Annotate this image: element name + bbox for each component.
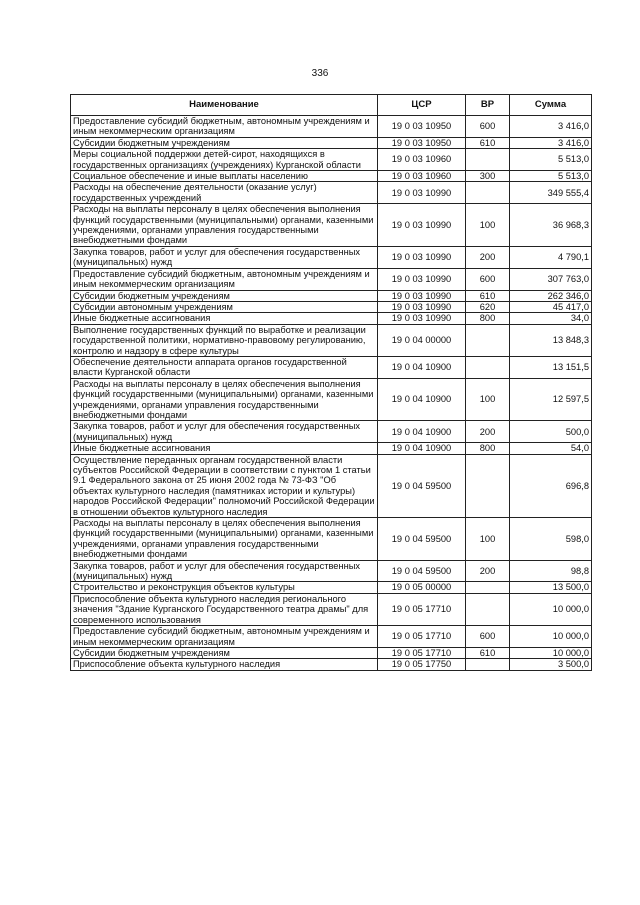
- cell-csr: 19 0 05 17710: [378, 626, 466, 648]
- cell-csr: 19 0 03 10990: [378, 313, 466, 324]
- budget-table: [70, 94, 592, 671]
- cell-name: Выполнение государственных функций по выработке и реализации государственной политики, нормативно-правовому регулированию, контролю и надзору в сфере культуры: [71, 324, 378, 356]
- cell-sum: 307 763,0: [510, 268, 592, 290]
- cell-name: Приспособление объекта культурного наследия регионального значения "Здание Курганского Государственного театра драмы" для современного использования: [71, 593, 378, 625]
- cell-csr: 19 0 03 10990: [378, 246, 466, 268]
- table-header-row: [71, 95, 592, 116]
- cell-name: Субсидии бюджетным учреждениям: [71, 647, 378, 658]
- table-row: [71, 518, 592, 561]
- table-row: [71, 116, 592, 138]
- cell-name: Субсидии бюджетным учреждениям: [71, 290, 378, 301]
- table-row: [71, 137, 592, 148]
- cell-csr: 19 0 03 10990: [378, 182, 466, 204]
- table-row: [71, 324, 592, 356]
- table-row: [71, 246, 592, 268]
- cell-csr: 19 0 04 10900: [378, 421, 466, 443]
- table-row: [71, 301, 592, 312]
- cell-name: Расходы на выплаты персоналу в целях обеспечения выполнения функций государственными (муниципальными) органами, казенными учреждениями, органами управления государственными внебюджетными фондами: [71, 518, 378, 561]
- cell-csr: 19 0 05 17750: [378, 659, 466, 670]
- header-sum: Сумма: [510, 95, 592, 116]
- cell-vr: 610: [466, 137, 510, 148]
- table-row: [71, 378, 592, 421]
- cell-csr: 19 0 04 10900: [378, 443, 466, 454]
- cell-csr: 19 0 04 59500: [378, 518, 466, 561]
- table-row: [71, 313, 592, 324]
- cell-name: Меры социальной поддержки детей-сирот, находящихся в государственных организациях (учреждениях) Курганской области: [71, 149, 378, 171]
- cell-csr: 19 0 03 10990: [378, 290, 466, 301]
- header-vr: ВР: [466, 95, 510, 116]
- cell-sum: 98,8: [510, 560, 592, 582]
- cell-csr: 19 0 04 00000: [378, 324, 466, 356]
- table-row: [71, 454, 592, 517]
- table-row: [71, 204, 592, 247]
- header-name: Наименование: [71, 95, 378, 116]
- cell-vr: 100: [466, 518, 510, 561]
- cell-sum: 45 417,0: [510, 301, 592, 312]
- cell-csr: 19 0 03 10950: [378, 137, 466, 148]
- cell-name: Расходы на выплаты персоналу в целях обеспечения выполнения функций государственными (муниципальными) органами, казенными учреждениями, органами управления государственными внебюджетными фондами: [71, 378, 378, 421]
- cell-vr: 300: [466, 171, 510, 182]
- cell-vr: [466, 593, 510, 625]
- cell-sum: 10 000,0: [510, 593, 592, 625]
- cell-sum: 598,0: [510, 518, 592, 561]
- table-row: [71, 182, 592, 204]
- cell-vr: [466, 454, 510, 517]
- cell-csr: 19 0 03 10960: [378, 171, 466, 182]
- cell-name: Приспособление объекта культурного наследия: [71, 659, 378, 670]
- cell-sum: 349 555,4: [510, 182, 592, 204]
- cell-name: Расходы на выплаты персоналу в целях обеспечения выполнения функций государственными (муниципальными) органами, казенными учреждениями, органами управления государственными внебюджетными фондами: [71, 204, 378, 247]
- cell-vr: [466, 149, 510, 171]
- cell-vr: 610: [466, 647, 510, 658]
- cell-vr: 620: [466, 301, 510, 312]
- cell-sum: 10 000,0: [510, 626, 592, 648]
- cell-sum: 5 513,0: [510, 171, 592, 182]
- cell-sum: 34,0: [510, 313, 592, 324]
- table-row: [71, 626, 592, 648]
- table-row: [71, 560, 592, 582]
- cell-csr: 19 0 04 59500: [378, 454, 466, 517]
- cell-vr: [466, 356, 510, 378]
- cell-vr: 200: [466, 560, 510, 582]
- cell-name: Иные бюджетные ассигнования: [71, 313, 378, 324]
- cell-csr: 19 0 04 59500: [378, 560, 466, 582]
- table-row: [71, 443, 592, 454]
- cell-csr: 19 0 03 10990: [378, 204, 466, 247]
- cell-name: Предоставление субсидий бюджетным, автономным учреждениям и иным некоммерческим организациям: [71, 116, 378, 138]
- cell-sum: 5 513,0: [510, 149, 592, 171]
- cell-name: Предоставление субсидий бюджетным, автономным учреждениям и иным некоммерческим организациям: [71, 626, 378, 648]
- cell-sum: 10 000,0: [510, 647, 592, 658]
- table-row: [71, 421, 592, 443]
- table-row: [71, 647, 592, 658]
- cell-sum: 4 790,1: [510, 246, 592, 268]
- cell-sum: 696,8: [510, 454, 592, 517]
- cell-csr: 19 0 03 10990: [378, 301, 466, 312]
- table-row: [71, 149, 592, 171]
- cell-sum: 54,0: [510, 443, 592, 454]
- cell-vr: [466, 182, 510, 204]
- cell-name: Строительство и реконструкция объектов культуры: [71, 582, 378, 593]
- cell-sum: 262 346,0: [510, 290, 592, 301]
- cell-name: Субсидии автономным учреждениям: [71, 301, 378, 312]
- cell-name: Обеспечение деятельности аппарата органов государственной власти Курганской области: [71, 356, 378, 378]
- cell-vr: 800: [466, 313, 510, 324]
- cell-sum: 3 416,0: [510, 137, 592, 148]
- cell-vr: 800: [466, 443, 510, 454]
- page-number: 336: [311, 68, 329, 79]
- cell-csr: 19 0 04 10900: [378, 356, 466, 378]
- table-row: [71, 659, 592, 670]
- cell-name: Закупка товаров, работ и услуг для обеспечения государственных (муниципальных) нужд: [71, 560, 378, 582]
- cell-csr: 19 0 03 10990: [378, 268, 466, 290]
- table-row: [71, 171, 592, 182]
- cell-vr: [466, 582, 510, 593]
- cell-vr: 600: [466, 626, 510, 648]
- cell-csr: 19 0 05 17710: [378, 593, 466, 625]
- cell-sum: 3 416,0: [510, 116, 592, 138]
- header-csr: ЦСР: [378, 95, 466, 116]
- table-row: [71, 593, 592, 625]
- cell-vr: 200: [466, 421, 510, 443]
- cell-name: Субсидии бюджетным учреждениям: [71, 137, 378, 148]
- cell-sum: 12 597,5: [510, 378, 592, 421]
- cell-name: Социальное обеспечение и иные выплаты населению: [71, 171, 378, 182]
- cell-vr: 200: [466, 246, 510, 268]
- table-row: [71, 582, 592, 593]
- cell-name: Осуществление переданных органам государственной власти субъектов Российской Федерации в соответствии с пунктом 1 статьи 9.1 Федерального закона от 25 июня 2002 года № 73-ФЗ "Об объектах культурного наследия (памятниках истории и культуры) народов Российской Федерации" полномочий Российской Федерации в отношении объектов культурного наследия: [71, 454, 378, 517]
- cell-sum: 13 500,0: [510, 582, 592, 593]
- cell-csr: 19 0 04 10900: [378, 378, 466, 421]
- cell-csr: 19 0 03 10950: [378, 116, 466, 138]
- cell-name: Закупка товаров, работ и услуг для обеспечения государственных (муниципальных) нужд: [71, 246, 378, 268]
- table-row: [71, 290, 592, 301]
- table-row: [71, 268, 592, 290]
- cell-csr: 19 0 05 00000: [378, 582, 466, 593]
- cell-sum: 500,0: [510, 421, 592, 443]
- cell-vr: 600: [466, 116, 510, 138]
- cell-name: Закупка товаров, работ и услуг для обеспечения государственных (муниципальных) нужд: [71, 421, 378, 443]
- cell-vr: [466, 324, 510, 356]
- cell-name: Предоставление субсидий бюджетным, автономным учреждениям и иным некоммерческим организациям: [71, 268, 378, 290]
- cell-name: Расходы на обеспечение деятельности (оказание услуг) государственных учреждений: [71, 182, 378, 204]
- cell-vr: 600: [466, 268, 510, 290]
- cell-vr: [466, 659, 510, 670]
- cell-sum: 13 848,3: [510, 324, 592, 356]
- cell-name: Иные бюджетные ассигнования: [71, 443, 378, 454]
- cell-sum: 3 500,0: [510, 659, 592, 670]
- cell-csr: 19 0 03 10960: [378, 149, 466, 171]
- cell-csr: 19 0 05 17710: [378, 647, 466, 658]
- cell-sum: 36 968,3: [510, 204, 592, 247]
- cell-sum: 13 151,5: [510, 356, 592, 378]
- cell-vr: 610: [466, 290, 510, 301]
- cell-vr: 100: [466, 204, 510, 247]
- cell-vr: 100: [466, 378, 510, 421]
- table-row: [71, 356, 592, 378]
